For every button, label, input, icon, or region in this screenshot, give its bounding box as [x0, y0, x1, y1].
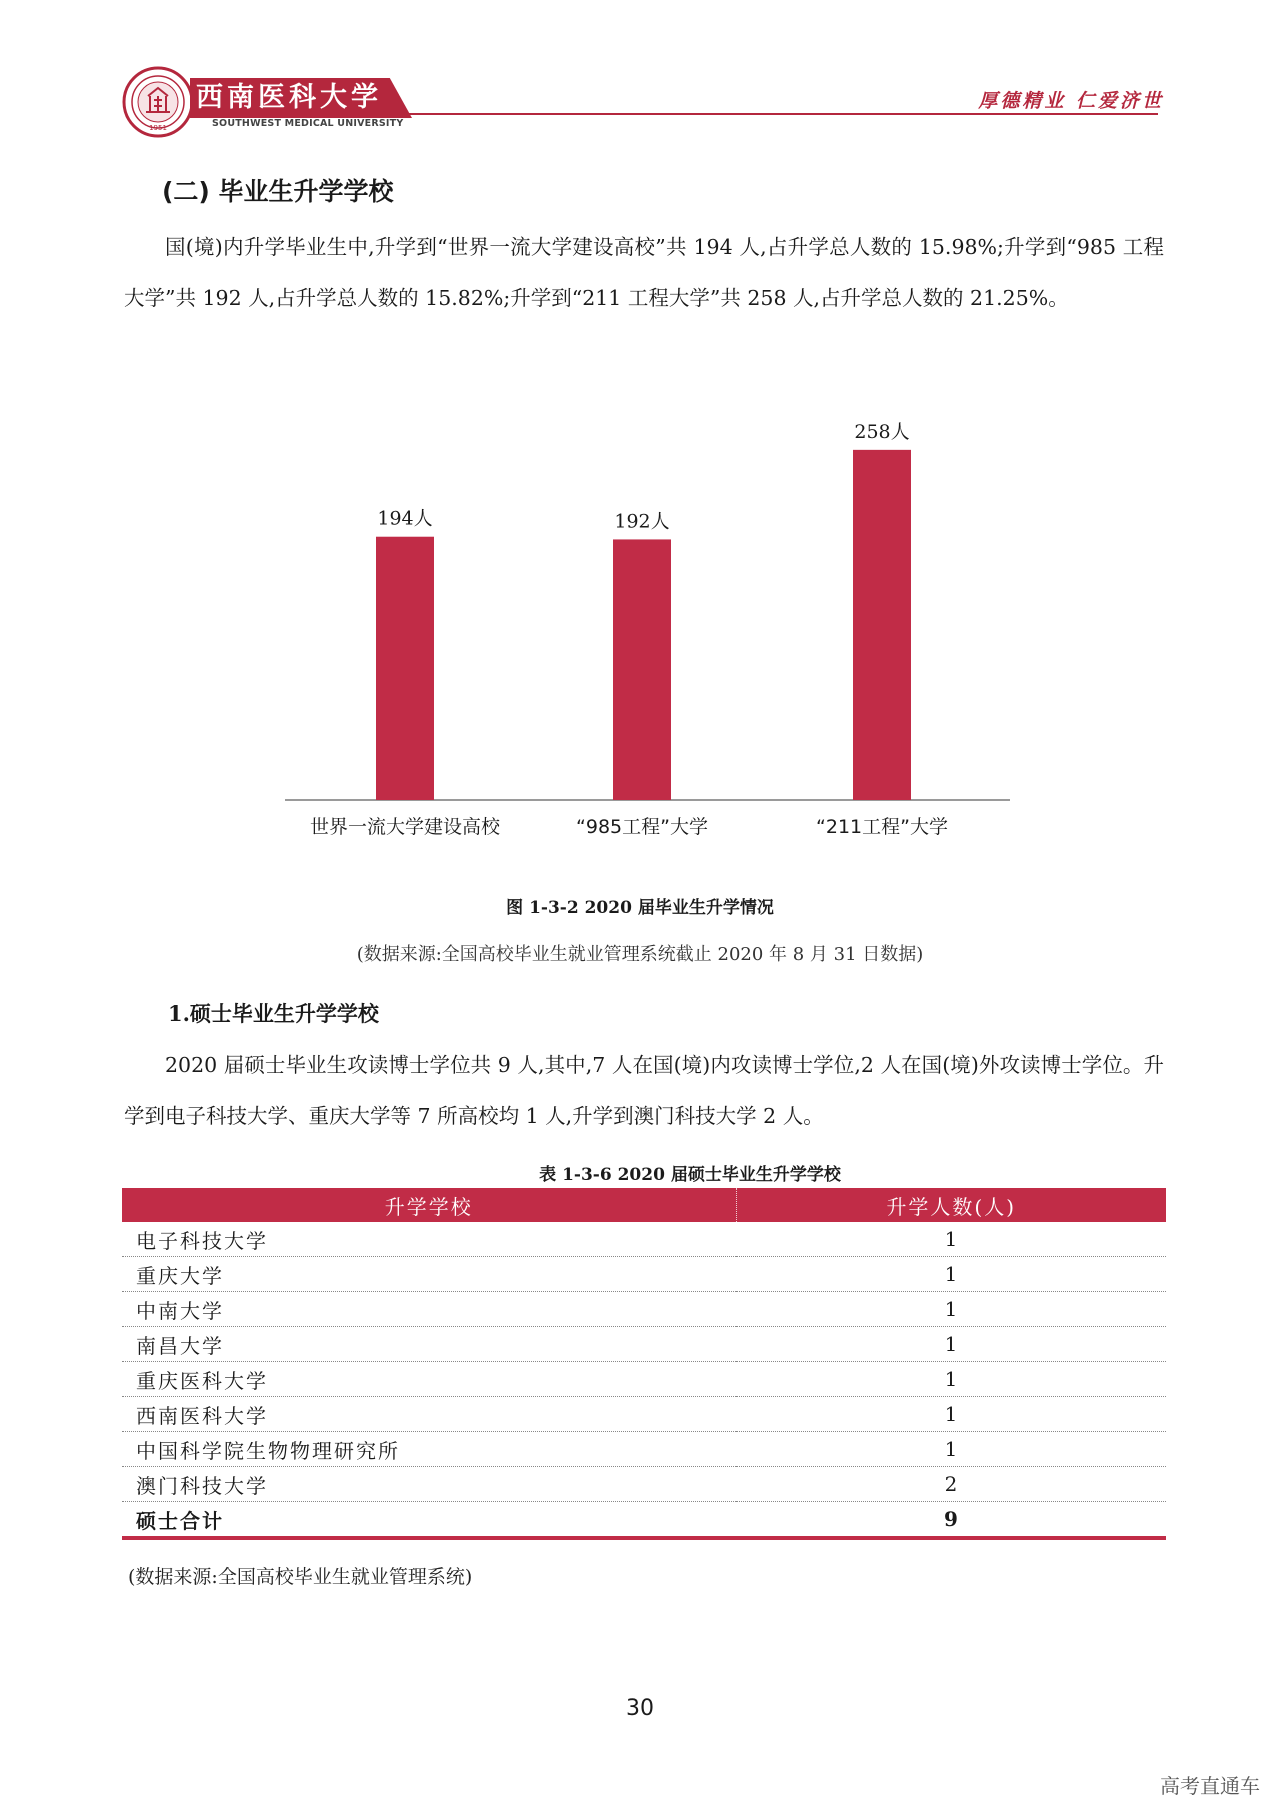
school-name: 西南医科大学	[122, 1397, 736, 1432]
section-title: (二) 毕业生升学学校	[162, 177, 394, 206]
school-name: 中国科学院生物物理研究所	[122, 1432, 736, 1467]
category-tick-label: “985工程”大学	[576, 816, 708, 838]
table-total-row	[122, 1502, 1166, 1539]
table-header-row	[122, 1188, 1166, 1222]
bar-2	[613, 539, 671, 800]
university-motto: 厚德精业 仁爱济世	[978, 90, 1164, 112]
bar-chart	[285, 400, 1010, 840]
master-schools-table	[122, 1188, 1166, 1540]
bar-1	[376, 537, 434, 800]
school-count: 1	[736, 1397, 1166, 1432]
table-row	[122, 1222, 1166, 1257]
intro-paragraph: 国(境)内升学毕业生中,升学到“世界一流大学建设高校”共 194 人,占升学总人数的 15.98%;升学到“985 工程大学”共 192 人,占升学总人数的 15.82%;升学到“211 工程大学”共 258 人,占升学总人数的 21.25%。	[124, 235, 1164, 310]
table-row	[122, 1362, 1166, 1397]
table-row	[122, 1432, 1166, 1467]
school-name: 重庆医科大学	[122, 1362, 736, 1397]
school-count: 1	[736, 1432, 1166, 1467]
category-tick-label: 世界一流大学建设高校	[309, 816, 501, 838]
school-count: 1	[736, 1292, 1166, 1327]
school-count: 1	[736, 1257, 1166, 1292]
school-count: 2	[736, 1467, 1166, 1502]
header-rule	[190, 113, 1158, 115]
total-value: 9	[736, 1502, 1166, 1539]
watermark: 高考直通车	[1160, 1774, 1260, 1798]
category-tick-label: “211工程”大学	[816, 816, 948, 838]
figure-caption: 图 1-3-2 2020 届毕业生升学情况	[506, 898, 774, 918]
university-seal-logo	[122, 66, 194, 138]
table-caption: 表 1-3-6 2020 届硕士毕业生升学学校	[539, 1165, 841, 1185]
school-count: 1	[736, 1222, 1166, 1257]
bar-value-label: 192人	[614, 510, 670, 533]
university-name-cn: 西南医科大学	[196, 82, 382, 113]
university-name-en: SOUTHWEST MEDICAL UNIVERSITY	[212, 118, 404, 129]
total-label: 硕士合计	[122, 1502, 736, 1539]
table-row	[122, 1292, 1166, 1327]
header-count: 升学人数(人)	[736, 1188, 1166, 1222]
table-row	[122, 1397, 1166, 1432]
school-count: 1	[736, 1327, 1166, 1362]
subsection-title: 1.硕士毕业生升学学校	[168, 1001, 379, 1026]
header-school: 升学学校	[122, 1188, 736, 1222]
table-row	[122, 1327, 1166, 1362]
bar-value-label: 258人	[854, 420, 910, 443]
seal-year: 1951	[149, 124, 167, 132]
school-name: 澳门科技大学	[122, 1467, 736, 1502]
bar-value-label: 194人	[377, 507, 433, 530]
page-number: 30	[626, 1696, 654, 1721]
school-name: 电子科技大学	[122, 1222, 736, 1257]
bar-3	[853, 450, 911, 800]
table-row	[122, 1257, 1166, 1292]
school-name: 南昌大学	[122, 1327, 736, 1362]
master-paragraph: 2020 届硕士毕业生攻读博士学位共 9 人,其中,7 人在国(境)内攻读博士学位,2 人在国(境)外攻读博士学位。升学到电子科技大学、重庆大学等 7 所高校均 1 人,升学到澳门科技大学 2 人。	[124, 1053, 1164, 1128]
school-name: 中南大学	[122, 1292, 736, 1327]
school-name: 重庆大学	[122, 1257, 736, 1292]
figure-source: (数据来源:全国高校毕业生就业管理系统截止 2020 年 8 月 31 日数据)	[356, 944, 924, 965]
table-source: (数据来源:全国高校毕业生就业管理系统)	[128, 1566, 473, 1588]
table-row	[122, 1467, 1166, 1502]
school-count: 1	[736, 1362, 1166, 1397]
